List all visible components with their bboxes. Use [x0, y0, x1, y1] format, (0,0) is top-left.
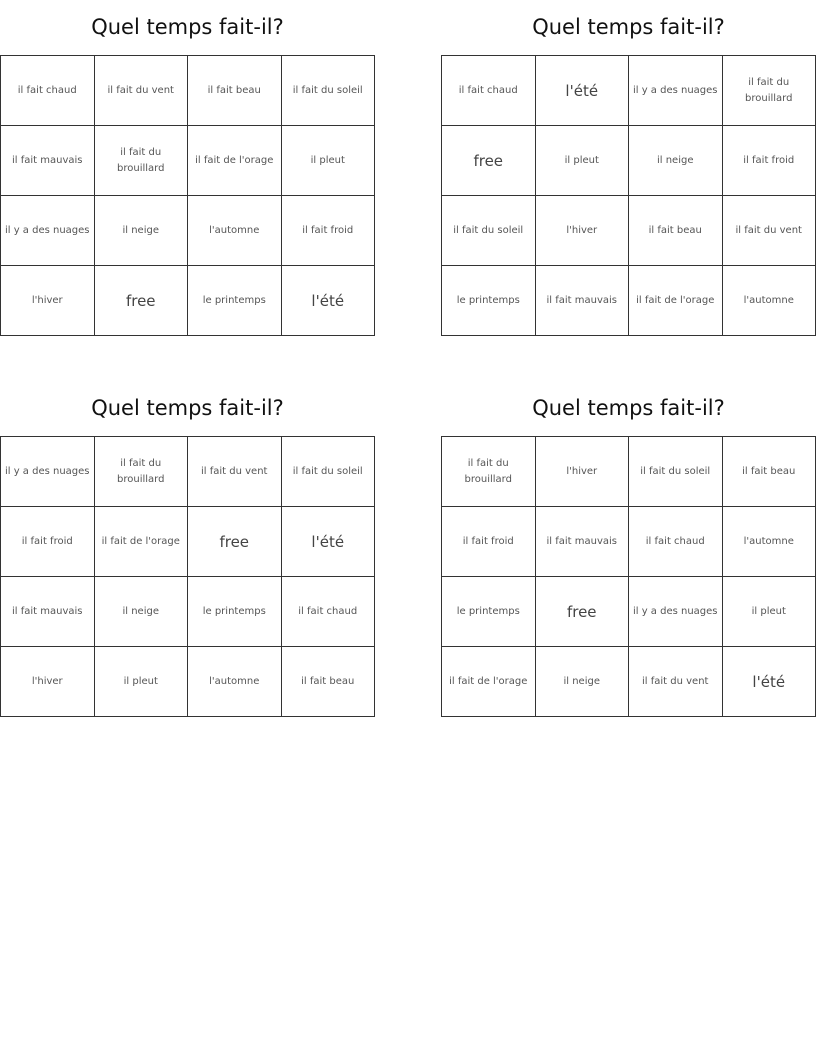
bingo-cell: il fait du vent	[188, 437, 282, 507]
bingo-cell: il y a des nuages	[1, 437, 95, 507]
bingo-cell: il fait du vent	[629, 647, 723, 717]
bingo-cell: il fait chaud	[282, 577, 376, 647]
free-space-cell: free	[536, 577, 630, 647]
bingo-cell: il pleut	[95, 647, 189, 717]
bingo-cell: l'été	[723, 647, 816, 717]
bingo-cell: il fait mauvais	[1, 577, 95, 647]
bingo-cell: il fait de l'orage	[188, 126, 282, 196]
bingo-cell: il pleut	[282, 126, 376, 196]
bingo-cell: le printemps	[442, 577, 536, 647]
bingo-cell: le printemps	[442, 266, 536, 336]
card-title: Quel temps fait-il?	[532, 396, 725, 420]
bingo-cell: il fait beau	[723, 437, 816, 507]
bingo-grid	[0, 436, 375, 717]
bingo-cell: il fait froid	[282, 196, 376, 266]
bingo-grid	[441, 436, 816, 717]
bingo-cell: il y a des nuages	[629, 56, 723, 126]
bingo-cell: il fait chaud	[1, 56, 95, 126]
card-title: Quel temps fait-il?	[91, 15, 284, 39]
bingo-cell: il fait du vent	[95, 56, 189, 126]
bingo-cell: il pleut	[723, 577, 816, 647]
bingo-cell: il fait beau	[282, 647, 376, 717]
bingo-cell: l'hiver	[1, 266, 95, 336]
bingo-cell: l'automne	[188, 647, 282, 717]
bingo-cell: l'hiver	[1, 647, 95, 717]
bingo-cell: il y a des nuages	[629, 577, 723, 647]
bingo-cell: il fait du soleil	[282, 56, 376, 126]
bingo-cell: il fait beau	[629, 196, 723, 266]
bingo-cell: l'hiver	[536, 437, 630, 507]
bingo-cell: l'automne	[188, 196, 282, 266]
bingo-cell: il fait du soleil	[629, 437, 723, 507]
card-title: Quel temps fait-il?	[91, 396, 284, 420]
bingo-cell: il pleut	[536, 126, 630, 196]
bingo-cell: il fait de l'orage	[629, 266, 723, 336]
bingo-cell: il fait du brouillard	[723, 56, 816, 126]
bingo-cell: il neige	[95, 196, 189, 266]
bingo-card-3	[0, 381, 375, 717]
bingo-cell: il fait froid	[723, 126, 816, 196]
bingo-grid	[0, 55, 375, 336]
bingo-cell: l'hiver	[536, 196, 630, 266]
bingo-cell: il y a des nuages	[1, 196, 95, 266]
bingo-cell: il neige	[95, 577, 189, 647]
bingo-card-4	[441, 381, 816, 717]
bingo-cell: il fait mauvais	[536, 266, 630, 336]
bingo-cell: il fait du brouillard	[95, 126, 189, 196]
bingo-cell: il fait froid	[1, 507, 95, 577]
bingo-cell: il fait froid	[442, 507, 536, 577]
bingo-grid	[441, 55, 816, 336]
bingo-cell: il fait beau	[188, 56, 282, 126]
bingo-cell: il fait mauvais	[536, 507, 630, 577]
free-space-cell: free	[188, 507, 282, 577]
bingo-cell: le printemps	[188, 577, 282, 647]
free-space-cell: free	[95, 266, 189, 336]
free-space-cell: free	[442, 126, 536, 196]
bingo-cell: il fait du vent	[723, 196, 816, 266]
bingo-cell: l'automne	[723, 266, 816, 336]
bingo-cell: il fait mauvais	[1, 126, 95, 196]
bingo-cell: il fait chaud	[629, 507, 723, 577]
bingo-cell: il neige	[629, 126, 723, 196]
bingo-cell: le printemps	[188, 266, 282, 336]
bingo-cell: il neige	[536, 647, 630, 717]
bingo-cell: l'automne	[723, 507, 816, 577]
bingo-cell: il fait de l'orage	[95, 507, 189, 577]
bingo-cell: l'été	[282, 266, 376, 336]
bingo-cell: il fait du soleil	[442, 196, 536, 266]
bingo-cell: il fait du brouillard	[95, 437, 189, 507]
bingo-cell: il fait du soleil	[282, 437, 376, 507]
bingo-cell: il fait chaud	[442, 56, 536, 126]
bingo-card-1	[0, 0, 375, 336]
bingo-cell: il fait du brouillard	[442, 437, 536, 507]
bingo-cell: il fait de l'orage	[442, 647, 536, 717]
bingo-cell: l'été	[282, 507, 376, 577]
bingo-cell: l'été	[536, 56, 630, 126]
bingo-card-2	[441, 0, 816, 336]
card-title: Quel temps fait-il?	[532, 15, 725, 39]
